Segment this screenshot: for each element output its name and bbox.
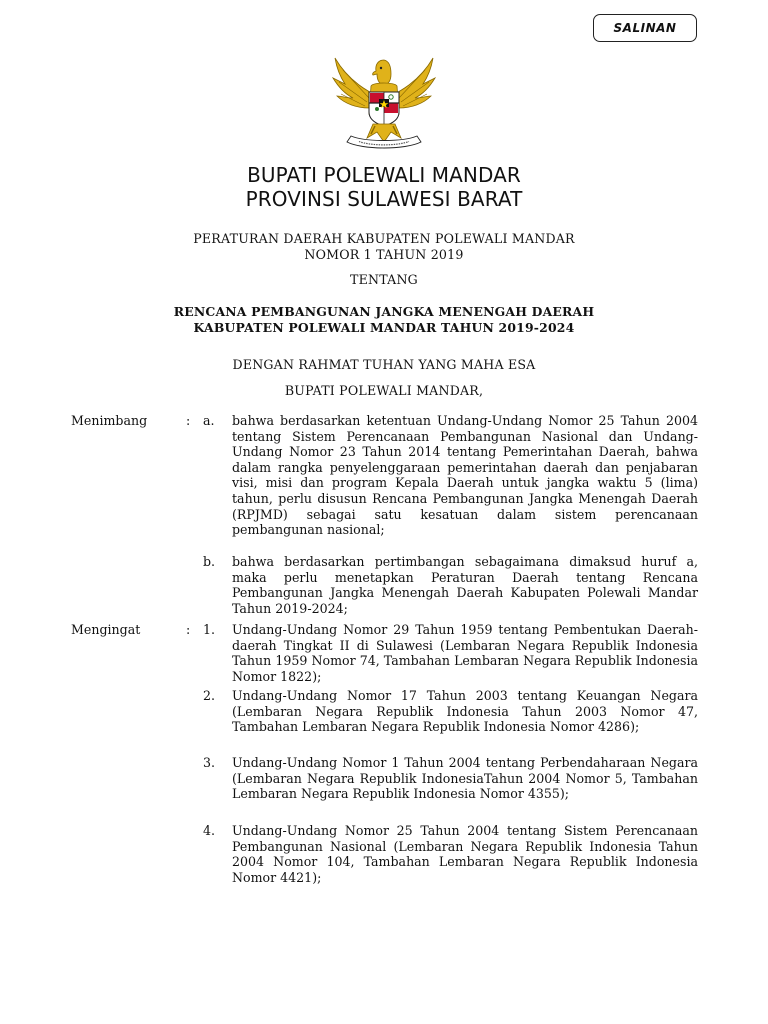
mengingat-marker-3: 3. — [203, 755, 216, 770]
mengingat-item-1: Undang-Undang Nomor 29 Tahun 1959 tentang Pembentukan Daerah-daerah Tingkat II di Sulawesi (Lembaran Negara Republik Indonesia Tahun 1959 Nomor 74, Tambahan Lembaran Negara Republik Indonesia Nomor 1822); — [232, 622, 698, 684]
menimbang-item-a: bahwa berdasarkan ketentuan Undang-Undang Nomor 25 Tahun 2004 tentang Sistem Perencanaan Pembangunan Nasional dan Undang-Undang Nomor 23 Tahun 2014 tentang Pemerintahan Daerah, bahwa dalam rangka penyelenggaraan pemerintahan daerah dan penjabaran visi, misi dan program Kepala Daerah untuk jangka waktu 5 (lima) tahun, perlu disusun Rencana Pembangunan Jangka Menengah Daerah (RPJMD) sebagai satu kesatuan dalam sistem perencanaan pembangunan nasional; — [232, 413, 698, 538]
mengingat-colon: : — [186, 622, 191, 637]
regulation-subject-line-1: RENCANA PEMBANGUNAN JANGKA MENENGAH DAERAH — [173, 304, 595, 319]
menimbang-marker-b: b. — [203, 554, 216, 569]
menimbang-label: Menimbang — [71, 413, 148, 428]
mengingat-label: Mengingat — [71, 622, 141, 637]
mengingat-marker-2: 2. — [203, 688, 216, 703]
regulation-about: TENTANG — [350, 272, 418, 287]
heading-line-2: PROVINSI SULAWESI BARAT — [245, 187, 523, 211]
blessing-line: DENGAN RAHMAT TUHAN YANG MAHA ESA — [232, 357, 536, 372]
mengingat-marker-1: 1. — [203, 622, 216, 637]
mengingat-item-2: Undang-Undang Nomor 17 Tahun 2003 tentang Keuangan Negara (Lembaran Negara Republik Indonesia Tahun 2003 Nomor 47, Tambahan Lembaran Negara Republik Indonesia Nomor 4286); — [232, 688, 698, 735]
heading-line-1: BUPATI POLEWALI MANDAR — [247, 163, 521, 187]
regulation-number: NOMOR 1 TAHUN 2019 — [304, 247, 464, 262]
mengingat-marker-4: 4. — [203, 823, 216, 838]
authority-line: BUPATI POLEWALI MANDAR, — [284, 383, 484, 398]
regulation-title: PERATURAN DAERAH KABUPATEN POLEWALI MANDAR — [193, 231, 575, 246]
menimbang-marker-a: a. — [203, 413, 215, 428]
salinan-stamp: SALINAN — [593, 14, 697, 42]
menimbang-item-b: bahwa berdasarkan pertimbangan sebagaimana dimaksud huruf a, maka perlu menetapkan Peraturan Daerah tentang Rencana Pembangunan Jangka Menengah Daerah Kabupaten Polewali Mandar Tahun 2019-2024; — [232, 554, 698, 616]
garuda-pancasila-emblem-icon — [329, 52, 439, 152]
regulation-subject-line-2: KABUPATEN POLEWALI MANDAR TAHUN 2019-2024 — [193, 320, 575, 335]
mengingat-item-4: Undang-Undang Nomor 25 Tahun 2004 tentang Sistem Perencanaan Pembangunan Nasional (Lembaran Negara Republik Indonesia Tahun 2004 Nomor 104, Tambahan Lembaran Negara Republik Indonesia Nomor 4421); — [232, 823, 698, 885]
mengingat-item-3: Undang-Undang Nomor 1 Tahun 2004 tentang Perbendaharaan Negara (Lembaran Negara Republik IndonesiaTahun 2004 Nomor 5, Tambahan Lembaran Negara Republik Indonesia Nomor 4355); — [232, 755, 698, 802]
menimbang-colon: : — [186, 413, 191, 428]
